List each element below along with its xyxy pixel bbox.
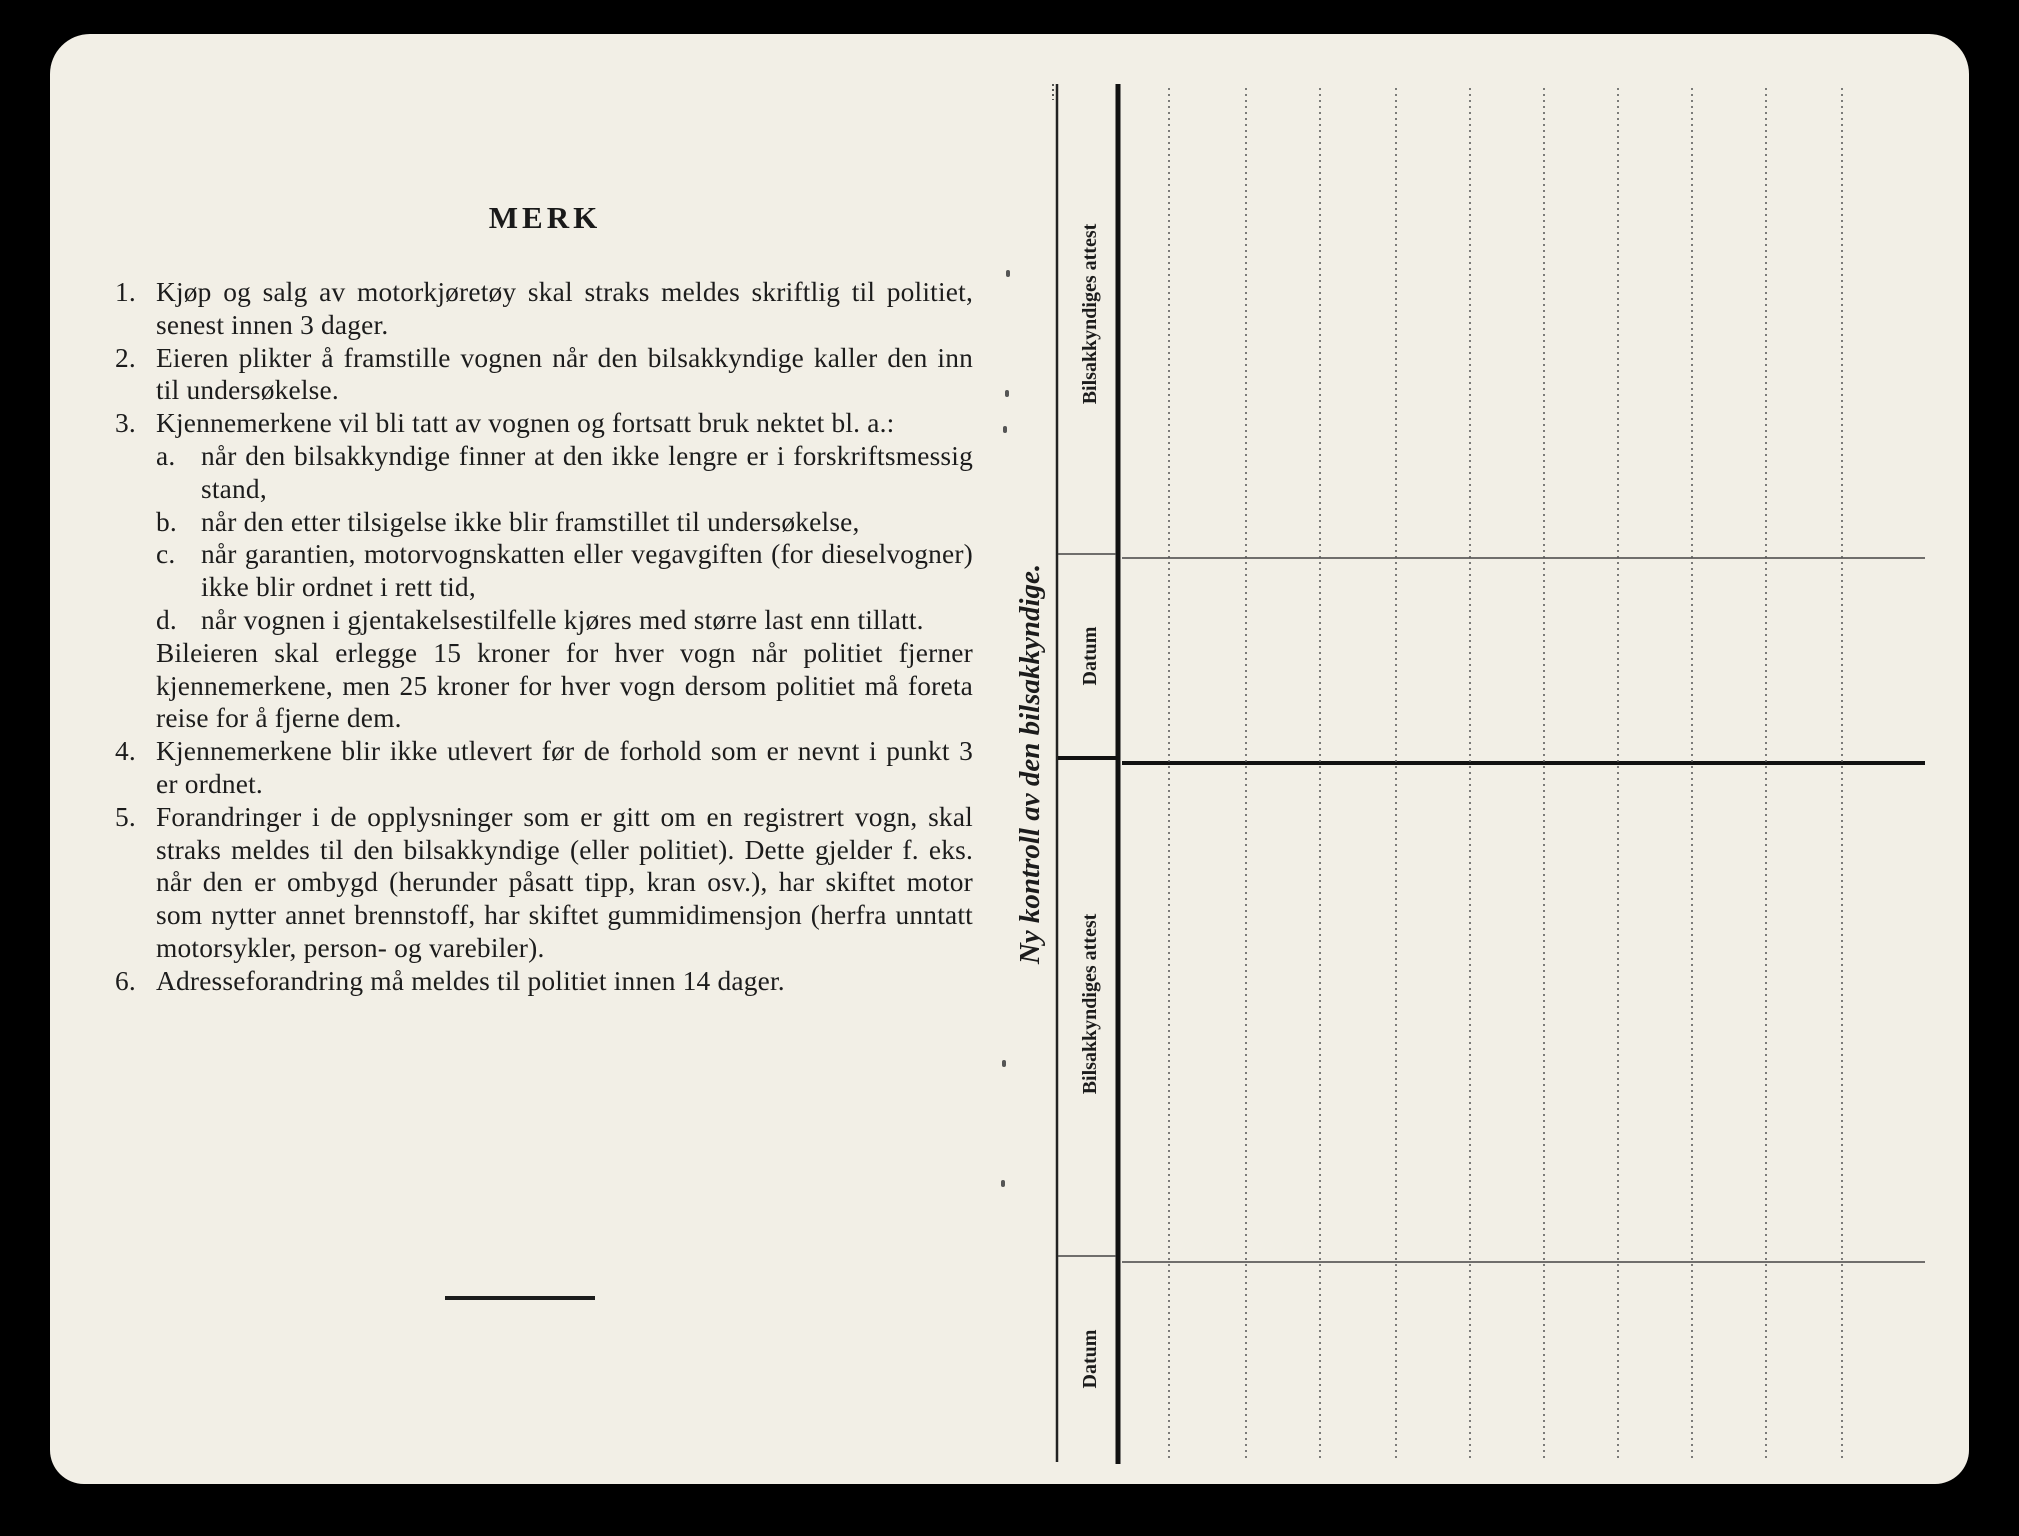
notice-subitem-c [156, 538, 973, 604]
notice-subitem-letter: c. [156, 539, 176, 570]
notice-item-number: 3. [115, 408, 136, 439]
notice-subitem-text: når den etter tilsigelse ikke blir framstillet til undersøkelse, [201, 506, 860, 537]
notice-subitem-text: når den bilsakkyndige finner at den ikke lengre er i forskriftsmessig stand, [201, 440, 973, 504]
notice-item-text: Adresseforandring må meldes til politiet innen 14 dager. [156, 965, 785, 996]
notice-subitem-letter: b. [156, 506, 177, 537]
notice-item-number: 2. [115, 342, 136, 373]
notice-subitem-d [156, 604, 973, 637]
notice-item-text: Eieren plikter å framstille vognen når den bilsakkyndige kaller den inn til undersøkelse. [156, 342, 973, 406]
notice-item-text: Forandringer i de opplysninger som er gitt om en registrert vogn, skal straks meldes til den bilsakkyndige (eller politiet). Dette gjelder f. eks. når den er ombygd (herunder påsatt tipp, kran osv.), har skiftet motor som nytter annet brennstoff, har skiftet gummidimensjon (herfra unntatt motorsykler, person- og varebiler). [156, 801, 973, 963]
register-side-title: Ny kontroll av den bilsakkyndige. [1014, 563, 1046, 965]
notice-subitem-a [156, 440, 973, 506]
end-divider [445, 1296, 595, 1300]
notice-item-number: 1. [115, 277, 136, 307]
inspection-register-page [1010, 34, 1969, 1484]
notice-item-4 [115, 735, 973, 801]
notice-item-number: 6. [115, 965, 136, 996]
lower-attest-label: Bilsakkyndiges attest [1079, 913, 1101, 1095]
register-grid [1010, 34, 1969, 1484]
lower-date-label: Datum [1079, 1329, 1101, 1389]
notice-page [50, 34, 1010, 1484]
notice-fee-paragraph: Bileieren skal erlegge 15 kroner for hver vogn når politiet fjerner kjennemerkene, men 25 kroner for hver vogn dersom politiet må foreta reise for å fjerne dem. [156, 637, 973, 734]
notice-item-body [156, 407, 973, 735]
fold-mark [1001, 1180, 1005, 1187]
notice-item-1 [115, 276, 973, 342]
notice-list [115, 276, 973, 998]
notice-item-number: 5. [115, 801, 136, 832]
notice-subitem-b [156, 506, 973, 539]
notice-item-text: Kjennemerkene vil bli tatt av vognen og fortsatt bruk nektet bl. a.: [156, 408, 895, 439]
fold-mark [1005, 390, 1009, 397]
notice-title: MERK [488, 200, 602, 235]
notice-item-text: Kjøp og salg av motorkjøretøy skal straks meldes skriftlig til politiet, senest innen 3 dager. [156, 277, 973, 340]
registration-card [50, 34, 1969, 1484]
notice-item-2 [115, 342, 973, 408]
notice-subitem-text: når garantien, motorvognskatten eller vegavgiften (for dieselvogner) ikke blir ordnet i rett tid, [201, 539, 973, 603]
upper-attest-label: Bilsakkyndiges attest [1079, 223, 1101, 405]
fold-mark [1002, 1060, 1006, 1067]
notice-item-number: 4. [115, 736, 136, 767]
notice-subitem-text: når vognen i gjentakelsestilfelle kjøres med større last enn tillatt. [201, 604, 924, 635]
fold-mark [1003, 426, 1007, 433]
notice-item-6 [115, 965, 973, 998]
notice-item-5 [115, 801, 973, 965]
upper-date-label: Datum [1079, 626, 1101, 686]
notice-subitem-letter: d. [156, 604, 177, 635]
entry-columns [1169, 88, 1842, 1460]
notice-item-text: Kjennemerkene blir ikke utlevert før de forhold som er nevnt i punkt 3 er ordnet. [156, 736, 973, 799]
notice-subitem-letter: a. [156, 440, 176, 471]
notice-item-3 [115, 407, 973, 735]
